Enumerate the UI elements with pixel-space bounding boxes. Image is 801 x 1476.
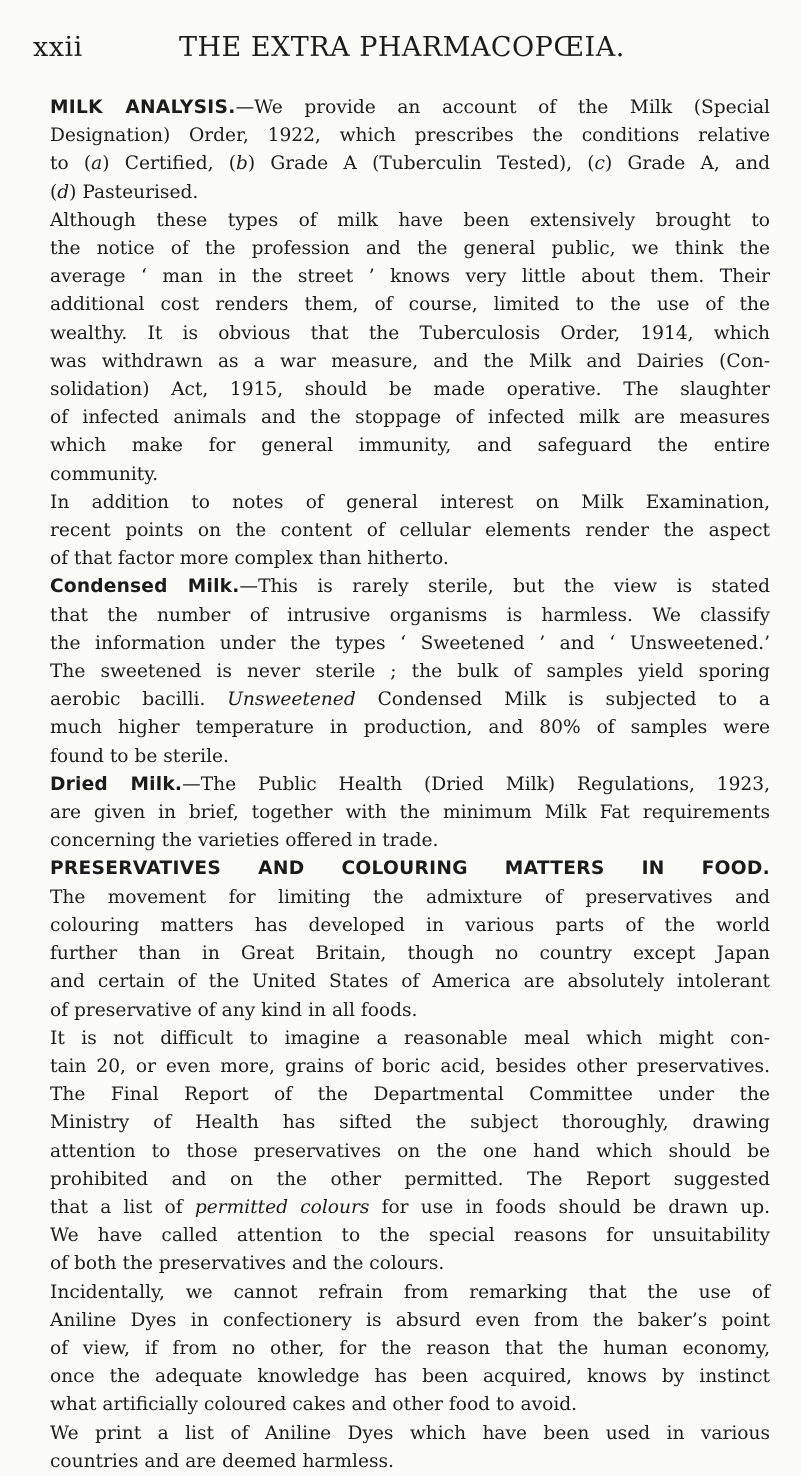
italic-text: a: [91, 153, 103, 175]
run-in-heading: MILK ANALYSIS.: [50, 97, 236, 118]
text-line: [50, 291, 770, 319]
text-run: solidation) Act, 1915, should be made operative. The slaughter: [50, 379, 770, 401]
text-run: recent points on the content of cellular elements render the aspect: [50, 520, 770, 542]
text-run: of view, if from no other, for the reason that the human economy,: [50, 1337, 770, 1359]
text-run: The movement for limiting the admixture of preservatives and: [50, 886, 770, 908]
italic-text: Unsweetened: [227, 689, 356, 711]
text-run: prohibited and on the other permitted. The Report suggested: [50, 1168, 770, 1190]
page-folio: xxii: [33, 32, 83, 63]
text-line: [50, 489, 770, 517]
italic-text: c: [594, 153, 605, 175]
text-run: It is not difficult to imagine a reasonable meal which might con-: [50, 1027, 770, 1049]
text-line: [50, 207, 770, 235]
text-line: [50, 912, 770, 940]
italic-text: d: [57, 181, 70, 203]
text-line: [50, 799, 770, 827]
text-line: [50, 122, 770, 150]
text-line: [50, 263, 770, 291]
text-line: [50, 1250, 770, 1278]
text-line: [50, 997, 770, 1025]
text-line: [50, 714, 770, 742]
text-run: ) Certified, (: [102, 153, 237, 175]
text-line: [50, 432, 770, 460]
text-run: that a list of: [50, 1196, 195, 1218]
text-line: [50, 1335, 770, 1363]
text-line: [50, 517, 770, 545]
text-run: of both the preservatives and the colours.: [50, 1253, 445, 1275]
text-run: aerobic bacilli.: [50, 689, 228, 711]
text-run: Incidentally, we cannot refrain from remarking that the use of: [50, 1281, 770, 1303]
text-run: wealthy. It is obvious that the Tuberculosis Order, 1914, which: [50, 322, 770, 344]
text-run: that the number of intrusive organisms is harmless. We classify: [50, 604, 770, 626]
text-line: [50, 1194, 770, 1222]
text-run: attention to those preservatives on the one hand which should be: [50, 1140, 770, 1162]
text-run: what artificially coloured cakes and other food to avoid.: [50, 1394, 578, 1416]
text-run: and certain of the United States of America are absolutely intolerant: [50, 971, 770, 993]
text-run: We print a list of Aniline Dyes which have been used in various: [50, 1422, 770, 1444]
text-run: to (: [50, 153, 92, 175]
text-line: [50, 320, 770, 348]
text-line: [50, 573, 770, 601]
text-run: much higher temperature in production, and 80% of samples were: [50, 717, 770, 739]
text-line: [50, 743, 770, 771]
text-run: colouring matters has developed in various parts of the world: [50, 914, 770, 936]
text-line: [50, 1391, 770, 1419]
text-line: [50, 855, 770, 883]
text-run: (: [50, 181, 58, 203]
text-line: [50, 404, 770, 432]
text-line: [50, 1363, 770, 1391]
text-line: [50, 771, 770, 799]
run-in-heading: PRESERVATIVES AND COLOURING MATTERS IN FOOD.: [50, 858, 770, 880]
text-line: [50, 1081, 770, 1109]
text-line: [50, 461, 770, 489]
text-run: The Final Report of the Departmental Committee under the: [50, 1084, 770, 1106]
text-run: The sweetened is never sterile ; the bulk of samples yield sporing: [50, 661, 770, 683]
text-line: [50, 1053, 770, 1081]
text-run: Condensed Milk is subjected to a: [355, 689, 770, 711]
italic-text: permitted colours: [194, 1196, 370, 1218]
text-run: for use in foods should be drawn up.: [369, 1196, 771, 1218]
text-run: ) Grade A (Tuberculin Tested), (: [247, 153, 595, 175]
run-in-heading: Condensed Milk.: [50, 576, 240, 598]
text-run: the information under the types ‘ Sweetened ’ and ‘ Unsweetened.’: [50, 632, 770, 654]
text-line: [50, 1448, 770, 1476]
text-run: are given in brief, together with the minimum Milk Fat requirements: [50, 802, 770, 824]
text-line: [50, 1307, 770, 1335]
text-line: [50, 1025, 770, 1053]
text-run: —The Public Health (Dried Milk) Regulations, 1923,: [182, 773, 770, 795]
text-line: [50, 1109, 770, 1137]
text-line: [50, 1222, 770, 1250]
text-run: Ministry of Health has sifted the subject thoroughly, drawing: [50, 1112, 770, 1134]
italic-text: b: [236, 153, 248, 175]
text-run: concerning the varieties offered in trade.: [50, 830, 439, 852]
text-line: [50, 1138, 770, 1166]
text-line: [50, 150, 770, 178]
text-run: countries and are deemed harmless.: [50, 1450, 394, 1472]
text-line: [50, 94, 770, 122]
text-run: ) Pasteurised.: [69, 181, 199, 203]
text-run: Designation) Order, 1922, which prescribes the conditions relative: [50, 125, 770, 147]
text-run: Although these types of milk have been extensively brought to: [50, 209, 770, 231]
text-run: of infected animals and the stoppage of infected milk are measures: [50, 407, 770, 429]
text-line: [50, 348, 770, 376]
text-run: additional cost renders them, of course, limited to the use of the: [50, 294, 770, 316]
text-run: once the adequate knowledge has been acquired, knows by instinct: [50, 1366, 770, 1388]
text-run: which make for general immunity, and safeguard the entire: [50, 435, 770, 457]
text-run: community.: [50, 463, 159, 485]
text-run: found to be sterile.: [50, 745, 229, 767]
text-line: [50, 630, 770, 658]
text-line: [50, 179, 770, 207]
text-line: [50, 658, 770, 686]
text-line: [50, 1166, 770, 1194]
text-line: [50, 545, 770, 573]
run-in-heading: Dried Milk.: [50, 773, 183, 795]
running-head-title: THE EXTRA PHARMACOPŒIA.: [179, 32, 625, 63]
text-run: of that factor more complex than hitherto.: [50, 548, 449, 570]
text-line: [50, 827, 770, 855]
text-run: was withdrawn as a war measure, and the Milk and Dairies (Con-: [50, 350, 770, 372]
text-line: [50, 1420, 770, 1448]
text-run: tain 20, or even more, grains of boric acid, besides other preservatives.: [50, 1055, 770, 1077]
text-run: Aniline Dyes in confectionery is absurd even from the baker’s point: [50, 1309, 770, 1331]
text-line: [50, 602, 770, 630]
text-run: —This is rarely sterile, but the view is stated: [239, 576, 770, 598]
text-run: average ‘ man in the street ’ knows very little about them. Their: [50, 266, 770, 288]
text-run: ) Grade A, and: [604, 153, 770, 175]
text-line: [50, 884, 770, 912]
text-line: [50, 968, 770, 996]
text-run: We have called attention to the special reasons for unsuitability: [50, 1225, 770, 1247]
text-run: —We provide an account of the Milk (Special: [235, 97, 771, 118]
running-head: [33, 28, 763, 68]
text-line: [50, 686, 770, 714]
text-line: [50, 940, 770, 968]
text-run: the notice of the profession and the general public, we think the: [50, 238, 770, 260]
text-line: [50, 235, 770, 263]
text-run: In addition to notes of general interest on Milk Examination,: [50, 491, 770, 513]
text-line: [50, 376, 770, 404]
text-run: further than in Great Britain, though no country except Japan: [50, 943, 770, 965]
text-line: [50, 1279, 770, 1307]
text-run: of preservative of any kind in all foods.: [50, 999, 418, 1021]
body-text: [50, 94, 770, 1476]
